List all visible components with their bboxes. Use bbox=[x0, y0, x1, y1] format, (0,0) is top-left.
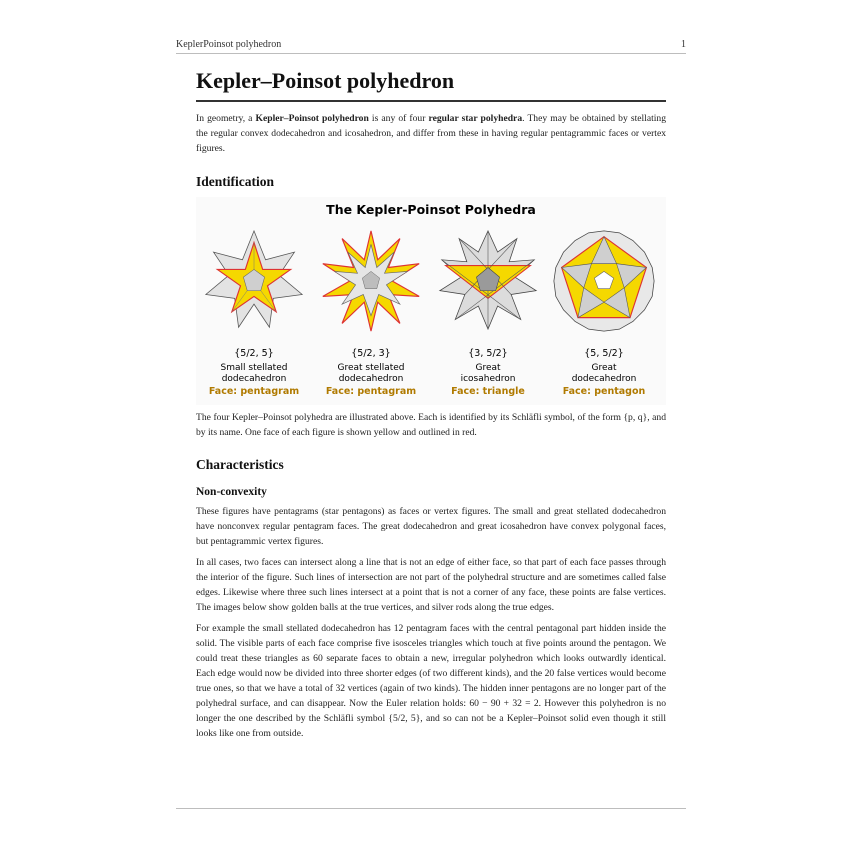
great-icosahedron-image bbox=[435, 228, 541, 334]
polyhedron-item bbox=[548, 228, 660, 397]
body-paragraph: For example the small stellated dodecahedron has 12 pentagram faces with the central pentagonal part hidden inside the solid. The visible parts of each face comprise five isosceles triangles which touch at five points around the pentagon. We could treat these triangles as 60 separate faces to obtain a new, irregular polyhedron which looks outwardly identical. Each edge would now be divided into three shorter edges (of two different kinds), and the 20 false vertices would become true ones, so that we have a total of 32 vertices (again of two kinds). The hidden inner pentagons are no longer part of the polyhedral surface, and can disappear. Now the Euler relation holds: 60 − 90 + 32 = 2. However this polyhedron is no longer the one described by the Schläfli symbol {5/2, 5}, and so can not be a Kepler–Poinsot solid even though it still looks like one from outside. bbox=[196, 623, 666, 739]
small-stellated-dodecahedron-image bbox=[201, 228, 307, 334]
section-heading-characteristics: Characteristics bbox=[196, 457, 284, 472]
polyhedron-name: Great dodecahedron bbox=[571, 363, 637, 384]
polyhedron-item bbox=[432, 228, 544, 397]
face-type: Face: pentagram bbox=[325, 386, 417, 397]
intro-text-1: In geometry, a bbox=[196, 113, 256, 124]
intro-bold-term: Kepler–Poinsot polyhedron bbox=[255, 113, 369, 124]
polyhedra-figure bbox=[196, 197, 666, 405]
section-heading-identification: Identification bbox=[196, 174, 275, 189]
page-title: Kepler–Poinsot polyhedron bbox=[196, 68, 666, 102]
schlafli-symbol: {3, 5/2} bbox=[468, 348, 508, 359]
subsection-heading-non-convexity: Non-convexity bbox=[196, 486, 267, 498]
article-body bbox=[196, 68, 666, 741]
polyhedron-name: Great stellated dodecahedron bbox=[337, 363, 405, 384]
figure-title: The Kepler-Poinsot Polyhedra bbox=[326, 202, 536, 217]
intro-paragraph bbox=[196, 111, 666, 156]
great-stellated-dodecahedron-image bbox=[318, 228, 424, 334]
polyhedron-name: Small stellated dodecahedron bbox=[220, 363, 288, 384]
running-title: KeplerPoinsot polyhedron bbox=[176, 39, 282, 50]
header-rule bbox=[176, 53, 686, 54]
intro-text-2: is any of four bbox=[368, 113, 429, 124]
running-header bbox=[176, 39, 686, 50]
polyhedron-name: Great icosahedron bbox=[460, 363, 516, 384]
page-number: 1 bbox=[681, 39, 686, 50]
polyhedron-item bbox=[315, 228, 427, 397]
figure-caption: The four Kepler–Poinsot polyhedra are illustrated above. Each is identified by its Schläfli symbol, of the form {p, q}, and by its name. One face of each figure is shown yellow and outlined in red. bbox=[196, 412, 666, 438]
intro-text-3: . They may be obtained by stellating the regular convex dodecahedron and icosahedron, and differ from these in having regular pentagrammic faces or vertex figures. bbox=[196, 113, 667, 154]
schlafli-symbol: {5, 5/2} bbox=[584, 348, 624, 359]
schlafli-symbol: {5/2, 5} bbox=[234, 348, 274, 359]
face-type: Face: triangle bbox=[451, 386, 525, 397]
footer-rule bbox=[176, 808, 686, 809]
body-paragraph: These figures have pentagrams (star pentagons) as faces or vertex figures. The small and great stellated dodecahedron have nonconvex regular pentagram faces. The great dodecahedron and great icosahedron have convex polygonal faces, but pentagrammic vertex figures. bbox=[196, 506, 666, 547]
great-dodecahedron-image bbox=[551, 228, 657, 334]
intro-bold-term-2: regular star polyhedra bbox=[428, 113, 523, 124]
polyhedron-item bbox=[198, 228, 310, 397]
schlafli-symbol: {5/2, 3} bbox=[351, 348, 391, 359]
face-type: Face: pentagram bbox=[208, 386, 300, 397]
body-paragraph: In all cases, two faces can intersect along a line that is not an edge of either face, so that part of each face passes through the interior of the figure. Such lines of intersection are not part of the polyhedral structure and are sometimes called false edges. Likewise where three such lines intersect at a point that is not a corner of any face, these points are false vertices. The images below show golden balls at the true vertices, and silver rods along the true edges. bbox=[196, 557, 666, 613]
face-type: Face: pentagon bbox=[562, 386, 646, 397]
